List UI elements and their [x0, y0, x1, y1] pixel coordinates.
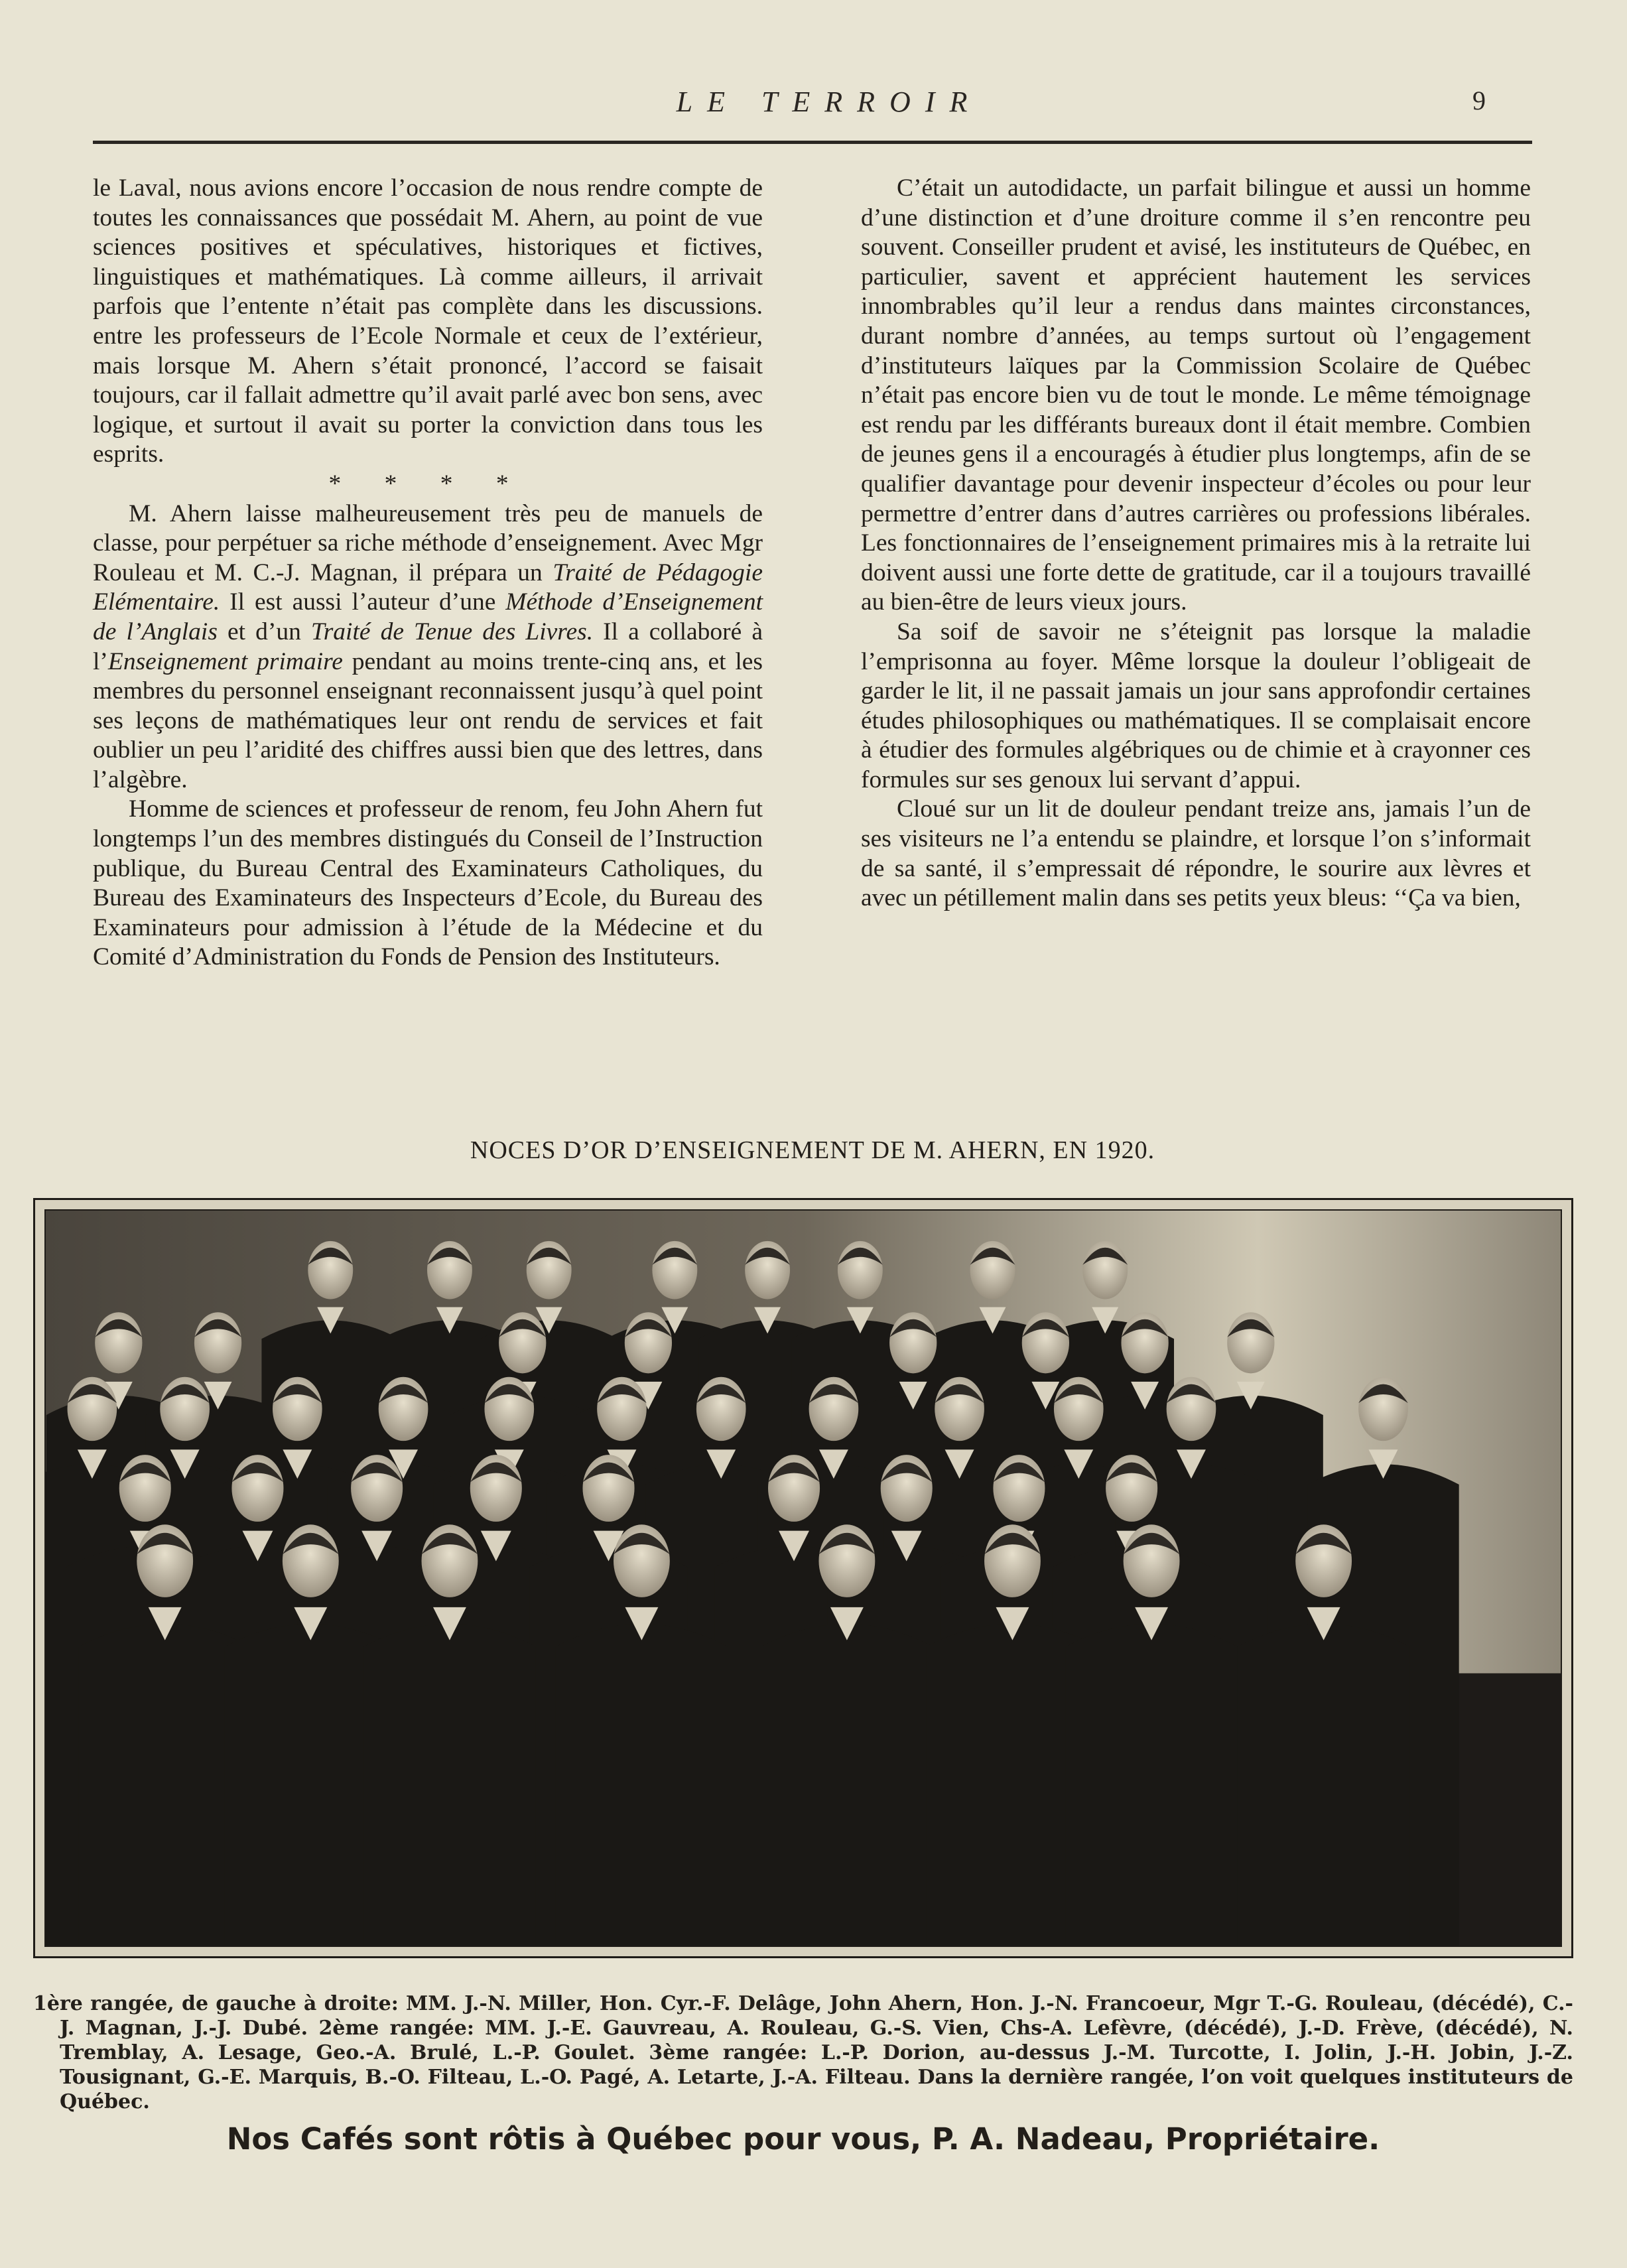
- paragraph: Cloué sur un lit de douleur pendant treize ans, jamais l’un de ses visiteurs ne l’a entendu se plaindre, et lorsque l’on s’informait de sa santé, il s’empressait dé répondre, le sourire aux lèvres et avec un pétillement malin dans ses petits yeux bleus: ‘‘Ça va bien,: [861, 795, 1531, 912]
- person-body: [1238, 1624, 1410, 1946]
- person-body: [556, 1624, 728, 1946]
- paragraph: Sa soif de savoir ne s’éteignit pas lorsque la maladie l’emprisonna au foyer. Même lorsque la douleur l’obligeait de garder le lit, il ne passait jamais un jour sans approfondir certaines études philosophiques ou mathématiques. Il se complaisait encore à étudier des formules algébriques ou de chimie et à crayonner ces formules sur ses genoux lui servant d’appui.: [861, 618, 1531, 793]
- person-body: [761, 1624, 933, 1946]
- publication-title: Enseignement primaire: [107, 647, 343, 675]
- photo-caption: [33, 1991, 1573, 2114]
- person-body: [1065, 1624, 1238, 1946]
- text-run: et d’un: [217, 618, 311, 645]
- text-run: pendant au moins trente-cinq ans, et les membres du personnel enseignant reconnaissent jusqu’à quel point ses leçons de mathématiques leur ont rendu de services et fait oublier un peu l’aridité des chiffres aussi bien que des lettres, dans l’algèbre.: [93, 647, 763, 793]
- paragraph: le Laval, nous avions encore l’occasion de nous rendre compte de toutes les connaissances que possédait M. Ahern, au point de vue sciences positives et spéculatives, historiques et fictives, linguistiques et mathématiques. Là comme ailleurs, il arrivait parfois que l’entente n’était pas complète dans les discussions. entre les professeurs de l’Ecole Normale et ceux de l’extérieur, mais lorsque M. Ahern s’était prononcé, l’accord se faisait toujours, car il fallait admettre qu’il avait parlé avec bon sens, avec logique, et surtout il avait su porter la conviction dans tous les esprits.: [93, 174, 763, 468]
- group-photo-frame: [33, 1198, 1573, 1958]
- header-rule: [93, 141, 1532, 144]
- right-column: [861, 174, 1531, 913]
- book-title: Méthode d’Enseignement de l’Anglais: [93, 588, 763, 645]
- paragraph: Homme de sciences et professeur de renom, feu John Ahern fut longtemps l’un des membres distingués du Conseil de l’Instruction publique, du Bureau Central des Examinateurs Catholiques, du Bureau des Examinateurs des Inspecteurs d’Ecole, du Bureau des Examinateurs pour admission à l’étude de la Médecine et du Comité d’Administration du Fonds de Pension des Instituteurs.: [93, 795, 763, 971]
- caption-text: 1ère rangée, de gauche à droite: MM. J.-N. Miller, Hon. Cyr.-F. Delâge, John Ahern, Hon. J.-N. Francoeur, Mgr T.-G. Rouleau, (décédé), C.-J. Magnan, J.-J. Dubé. 2ème rangée: MM. J.-E. Gauvreau, A. Rouleau, G.-S. Vien, Chs-A. Lefèvre, (décédé), J.-D. Frève, (décédé), N. Tremblay, A. Lesage, Geo.-A. Brulé, L.-P. Goulet. 3ème rangée: L.-P. Dorion, au-dessus J.-M. Turcotte, I. Jolin, J.-H. Jobin, J.-Z. Tousignant, G.-E. Marquis, B.-O. Filteau, L.-O. Pagé, A. Letarte, J.-A. Filteau. Dans la dernière rangée, l’on voit quelques instituteurs de Québec.: [33, 1992, 1573, 2113]
- photo-title: NOCES D’OR D’ENSEIGNEMENT DE M. AHERN, EN 1920.: [470, 1136, 1155, 1164]
- text-run: Il a collaboré à l’: [93, 618, 763, 675]
- paragraph: [93, 500, 763, 795]
- person-body: [363, 1624, 536, 1946]
- text-run: Il est aussi l’auteur d’une: [220, 588, 506, 616]
- running-header: LE TERROIR: [676, 86, 982, 118]
- paragraph: C’était un autodidacte, un parfait bilingue et aussi un homme d’une distinction et d’une droiture comme il s’en rencontre peu souvent. Conseiller prudent et avisé, les instituteurs de Québec, en particulier, savent et apprécient hautement les services innombrables qu’il leur a rendus dans maintes circonstances, durant nombre d’années, au temps surtout où l’engagement d’instituteurs laïques par la Commission Scolaire de Québec n’était pas encore bien vu de tout le monde. Le même témoignage est rendu par les différants bureaux dont il était membre. Combien de jeunes gens il a encouragés à étudier plus longtemps, afin de se qualifier davantage pour devenir inspecteur d’écoles ou pour leur permettre d’entrer dans d’autres carrières ou professions libérales. Les fonctionnaires de l’enseignement primaires mis à la retraite lui doivent aussi une forte dette de gratitude, car il a toujours travaillé au bien-être de leurs vieux jours.: [861, 174, 1531, 616]
- text-run: M. Ahern laisse malheureusement très peu de manuels de classe, pour perpétuer sa riche méthode d’enseignement. Avec Mgr Rouleau et M. C.-J. Magnan, il prépara un: [93, 500, 763, 586]
- book-title: Traité de Tenue des Livres.: [310, 618, 594, 645]
- left-column: [93, 174, 763, 972]
- section-separator: * * * *: [328, 470, 527, 498]
- page-number: 9: [1472, 86, 1486, 115]
- book-title: Traité de Pédagogie Elémentaire.: [93, 559, 763, 616]
- group-photo: [44, 1209, 1562, 1947]
- advertisement: Nos Cafés sont rôtis à Québec pour vous, P. A. Nadeau, Propriétaire.: [226, 2121, 1380, 2157]
